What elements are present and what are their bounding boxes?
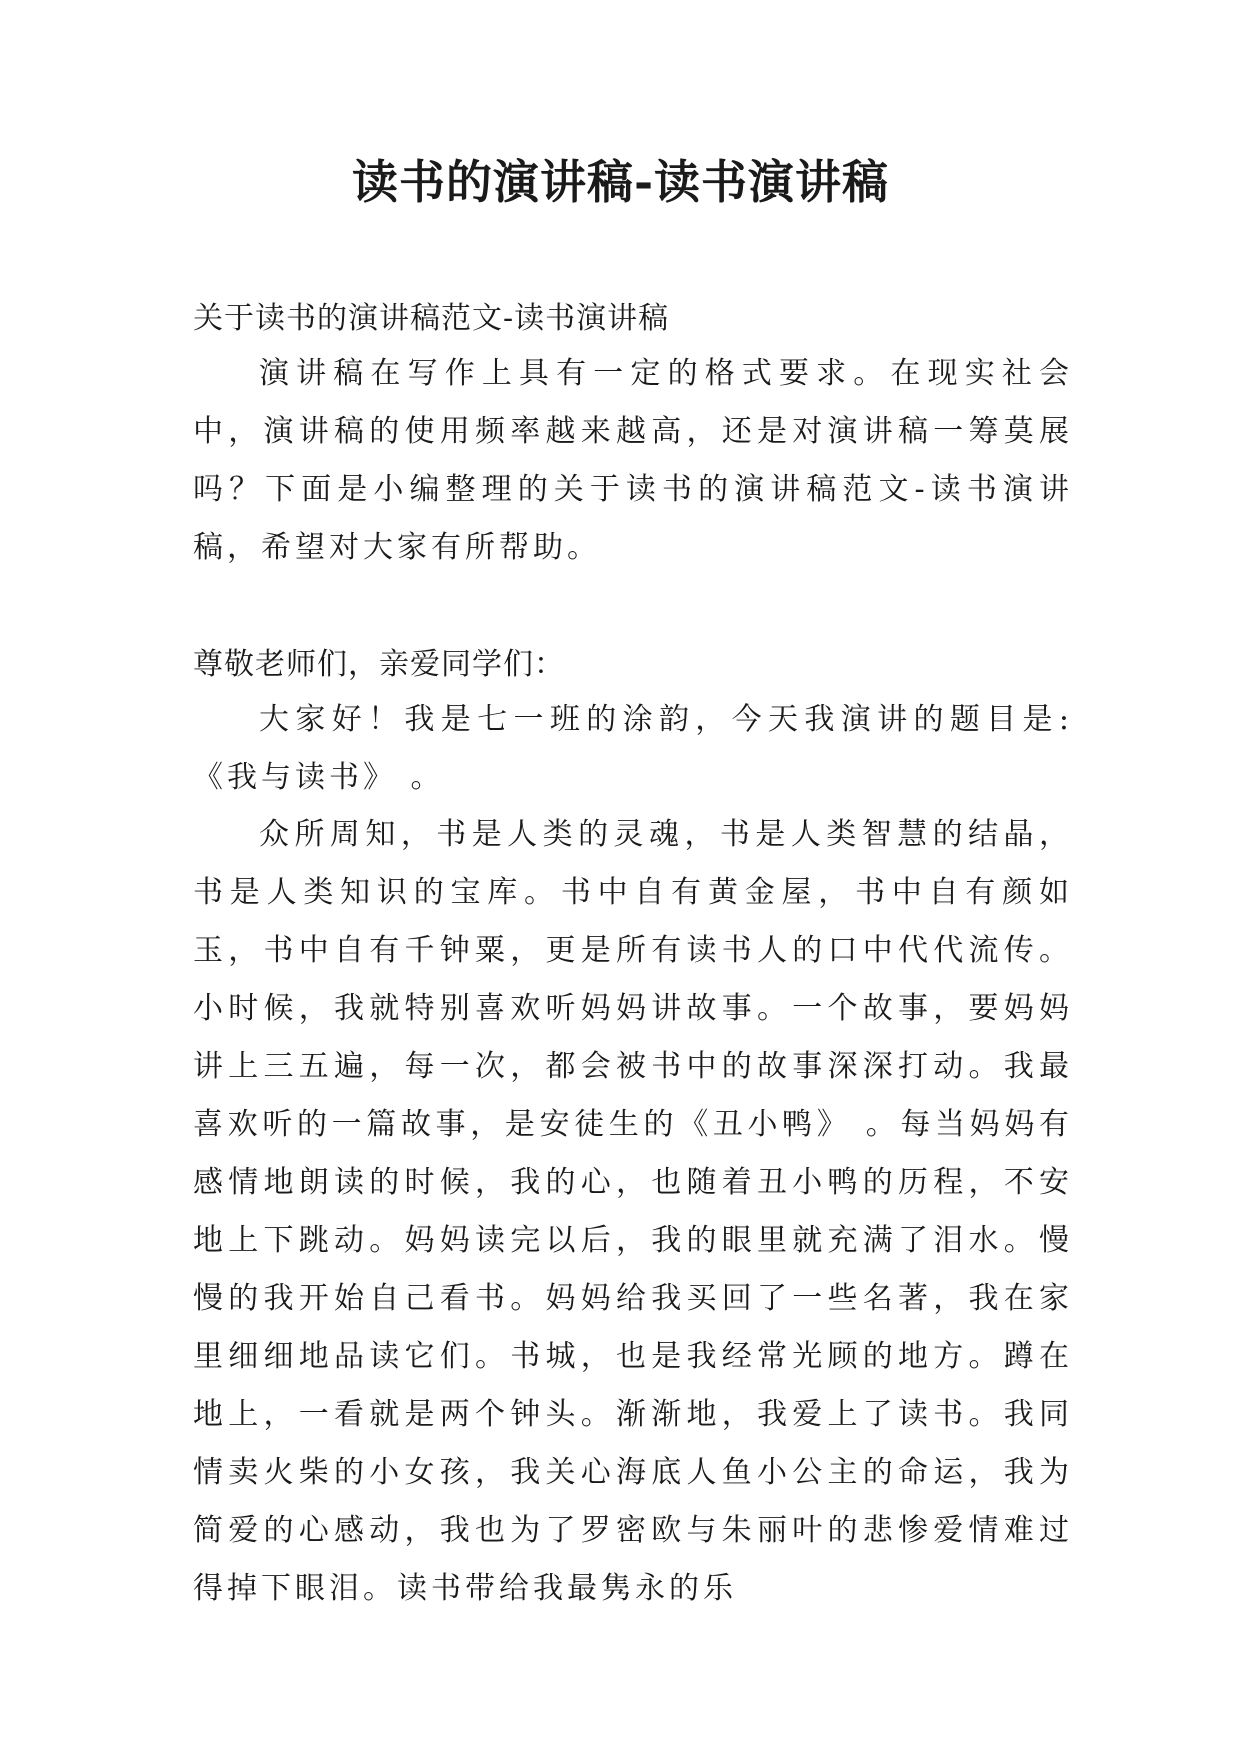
intro-paragraph: 演讲稿在写作上具有一定的格式要求。在现实社会中，演讲稿的使用频率越来越高，还是对演讲稿一筹莫展吗？下面是小编整理的关于读书的演讲稿范文-读书演讲稿，希望对大家有所帮助。 xyxy=(193,356,1073,565)
document-title: 读书的演讲稿-读书演讲稿 xyxy=(351,155,890,209)
body-paragraph: 众所周知，书是人类的灵魂，书是人类智慧的结晶，书是人类知识的宝库。书中自有黄金屋，书中自有颜如玉，书中自有千钟粟，更是所有读书人的口中代代流传。小时候，我就特别喜欢听妈妈讲故事。一个故事，要妈妈讲上三五遍，每一次，都会被书中的故事深深打动。我最喜欢听的一篇故事，是安徒生的《丑小鸭》 。每当妈妈有感情地朗读的时候，我的心，也随着丑小鸭的历程，不安地上下跳动。妈妈读完以后，我的眼里就充满了泪水。慢慢的我开始自己看书。妈妈给我买回了一些名著，我在家里细细地品读它们。书城，也是我经常光顾的地方。蹲在地上，一看就是两个钟头。渐渐地，我爱上了读书。我同情卖火柴的小女孩，我关心海底人鱼小公主的命运，我为简爱的心感动，我也为了罗密欧与朱丽叶的悲惨爱情难过得掉下眼泪。读书带给我最隽永的乐 xyxy=(193,817,1073,1606)
body-paragraph: 大家好！我是七一班的涂韵，今天我演讲的题目是:《我与读书》 。 xyxy=(193,702,1073,795)
salutation: 尊敬老师们，亲爱同学们： xyxy=(193,647,565,682)
document-subtitle: 关于读书的演讲稿范文-读书演讲稿 xyxy=(193,301,670,336)
